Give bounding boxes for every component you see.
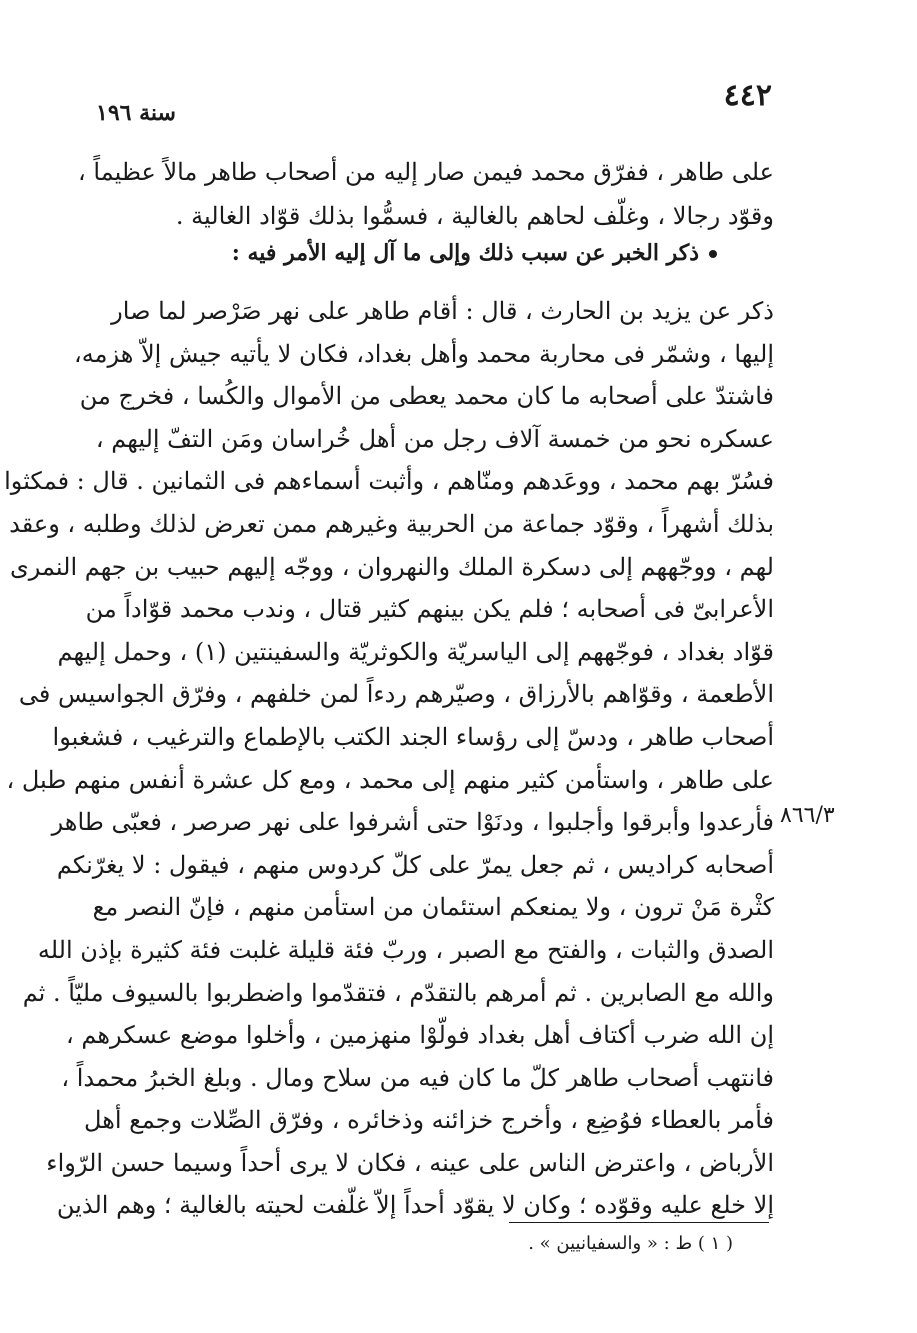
text-line: قوّاد بغداد ، فوجّههم إلى الياسريّة والكوثريّة والسفينتين (١) ، وحمل إليهم [57,637,774,666]
bullet-icon [709,250,717,258]
text-line: أصحاب طاهر ، ودسّ إلى رؤساء الجند الكتب بالإطماع والترغيب ، فشغبوا [52,722,774,751]
text-line: إلا خلع عليه وقوّده ؛ وكان لا يقوّد أحداً إلاّ غلّفت لحيته بالغالية ؛ وهم الذين [56,1191,774,1220]
text-line: الأرباض ، واعترض الناس على عينه ، فكان لا يرى أحداً وسيما حسن الرّواء [46,1148,774,1177]
text-line: فسُرّ بهم محمد ، ووعَدهم ومنّاهم ، وأثبت أسماءهم فى الثمانين . قال : فمكثوا [4,467,774,496]
text-line: وقوّد رجالا ، وغلّف لحاهم بالغالية ، فسمُّوا بذلك قوّاد الغالية . [175,202,774,230]
text-line: الأطعمة ، وقوّاهم بالأرزاق ، وصيّرهم ردءاً لمن خلفهم ، وفرّق الجواسيس فى [18,680,774,709]
text-line: والله مع الصابرين . ثم أمرهم بالتقدّم ، فتقدّموا واضطربوا بالسيوف مليّاً . ثم [22,978,774,1007]
text-line: فأرعدوا وأبرقوا وأجلبوا ، ودنَوْا حتى أشرفوا على نهر صرصر ، فعبّى طاهر [51,808,774,837]
text-line: أصحابه كراديس ، ثم جعل يمرّ على كلّ كردوس منهم ، فيقول : لا يغرّنكم [56,850,774,879]
page-number: ٤٤٢ [723,78,772,113]
text-line: بذلك أشهراً ، وقوّد جماعة من الحربية وغيرهم ممن تعرض لذلك وطلبه ، وعقد [9,509,774,538]
text-line: كثْرة مَنْ ترون ، ولا يمنعكم استئمان من استأمن منهم ، فإنّ النصر مع [92,893,774,922]
text-line: على طاهر ، واستأمن كثير منهم إلى محمد ، ومع كل عشرة أنفس منهم طبل ، [6,765,774,794]
text-line: ذكر عن يزيد بن الحارث ، قال : أقام طاهر على نهر صَرْصر لما صار [111,297,774,325]
section-heading [232,240,717,266]
text-line: الصدق والثبات ، والفتح مع الصبر ، وربّ فئة قليلة غلبت فئة كثيرة بإذن الله [37,935,774,964]
text-line: الأعرابىّ فى أصحابه ؛ فلم يكن بينهم كثير قتال ، وندب محمد قوّاداً من [85,595,774,624]
footnote: ( ١ ) ط : « والسفيانيين » . [528,1233,733,1254]
running-header-year: سنة ١٩٦ [96,100,176,126]
body-paragraph [4,290,774,1227]
text-line: عسكره نحو من خمسة آلاف رجل من أهل خُراسان ومَن التفّ إليهم ، [95,424,774,453]
text-line: فانتهب أصحاب طاهر كلّ ما كان فيه من سلاح ومال . وبلغ الخبرُ محمداً ، [61,1063,774,1092]
section-heading-text: ذكر الخبر عن سبب ذلك وإلى ما آل إليه الأمر فيه : [231,240,699,266]
margin-reference: ٨٦٦/٣ [780,803,835,828]
footnote-divider [509,1222,769,1223]
text-line: فأمر بالعطاء فوُضِع ، وأخرج خزائنه وذخائره ، وفرّق الصِّلات وجمع أهل [84,1106,774,1135]
text-line: إليها ، وشمّر فى محاربة محمد وأهل بغداد، فكان لا يأتيه جيش إلاّ هزمه، [73,339,774,368]
text-line: على طاهر ، ففرّق محمد فيمن صار إليه من أصحاب طاهر مالاً عظيماً ، [78,158,774,186]
intro-paragraph [78,150,774,238]
text-line: لهم ، ووجّههم إلى دسكرة الملك والنهروان ، ووجّه إليهم حبيب بن جهم النمرى [10,552,774,581]
text-line: إن الله ضرب أكتاف أهل بغداد فولّوْا منهزمين ، وأخلوا موضع عسكرهم ، [66,1021,774,1050]
text-line: فاشتدّ على أصحابه ما كان محمد يعطى من الأموال والكُسا ، فخرج من [79,382,774,411]
